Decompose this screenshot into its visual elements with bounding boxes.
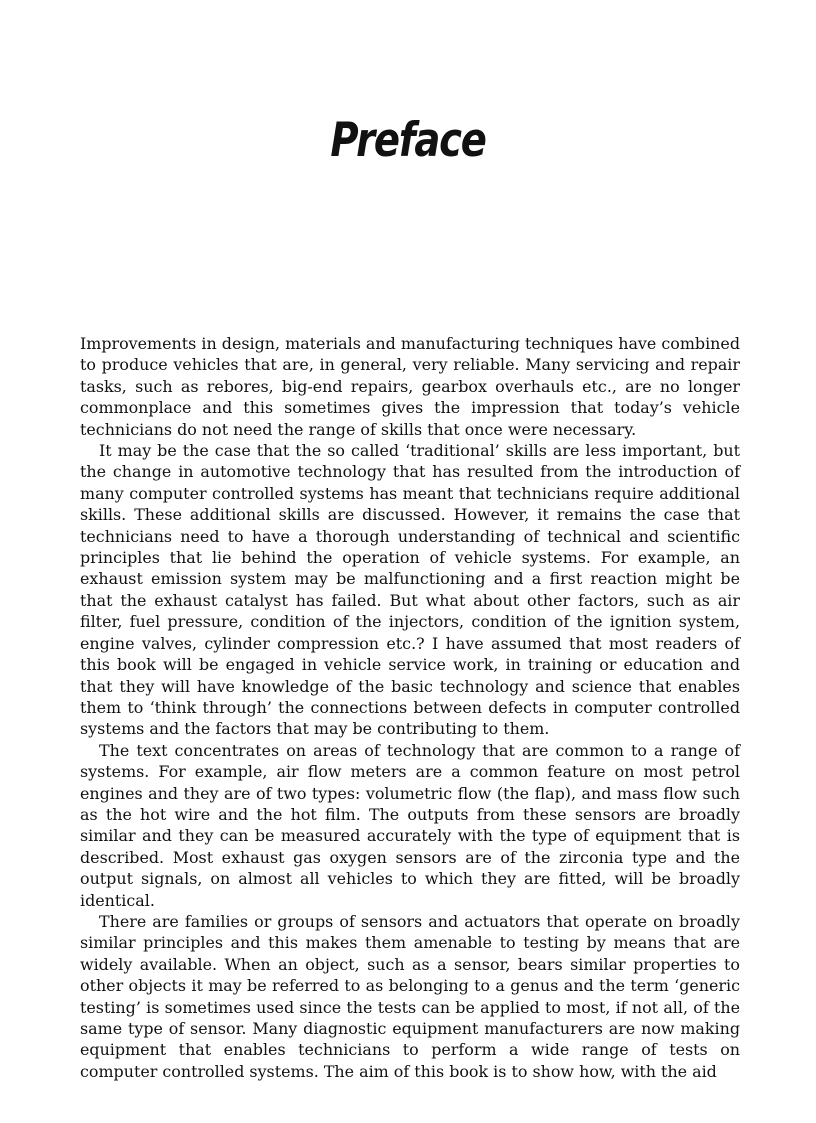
page-title: Preface: [330, 113, 486, 168]
paragraph-1: Improvements in design, materials and manufacturing techniques have combined to produce vehicles that are, in general, very reliable. Many servicing and repair tasks, such as rebores, big-end repairs, gearbox overhauls etc., are no longer commonplace and this sometimes gives the impression that today’s vehicle technicians do not need the range of skills that once were necessary.: [80, 334, 740, 439]
paragraph-3: The text concentrates on areas of technology that are common to a range of systems. For example, air flow meters are a common feature on most petrol engines and they are of two types: volumetric flow (the flap), and mass flow such as the hot wire and the hot film. The outputs from these sensors are broadly similar and they can be measured accurately with the type of equipment that is described. Most exhaust gas oxygen sensors are of the zirconia type and the output signals, on almost all vehicles to which they are fitted, will be broadly identical.: [80, 740, 740, 910]
preface-body: [80, 333, 740, 1082]
paragraph-4: There are families or groups of sensors and actuators that operate on broadly similar principles and this makes them amenable to testing by means that are widely available. When an object, such as a sensor, bears similar properties to other objects it may be referred to as belonging to a genus and the term ‘generic testing’ is sometimes used since the tests can be applied to most, if not all, of the same type of sensor. Many diagnostic equipment manufacturers are now making equipment that enables technicians to perform a wide range of tests on computer controlled systems. The aim of this book is to show how, with the aid: [80, 911, 740, 1081]
paragraph-2: It may be the case that the so called ‘traditional’ skills are less important, but the change in automotive technology that has resulted from the introduction of many computer controlled systems has meant that technicians require additional skills. These additional skills are discussed. However, it remains the case that technicians need to have a thorough understanding of technical and scientific principles that lie behind the operation of vehicle systems. For example, an exhaust emission system may be malfunctioning and a first reaction might be that the exhaust catalyst has failed. But what about other factors, such as air filter, fuel pressure, condition of the injectors, condition of the ignition system, engine valves, cylinder compression etc.? I have assumed that most readers of this book will be engaged in vehicle service work, in training or education and that they will have knowledge of the basic technology and science that enables them to ‘think through’ the connections between defects in computer controlled systems and the factors that may be contributing to them.: [80, 441, 740, 739]
